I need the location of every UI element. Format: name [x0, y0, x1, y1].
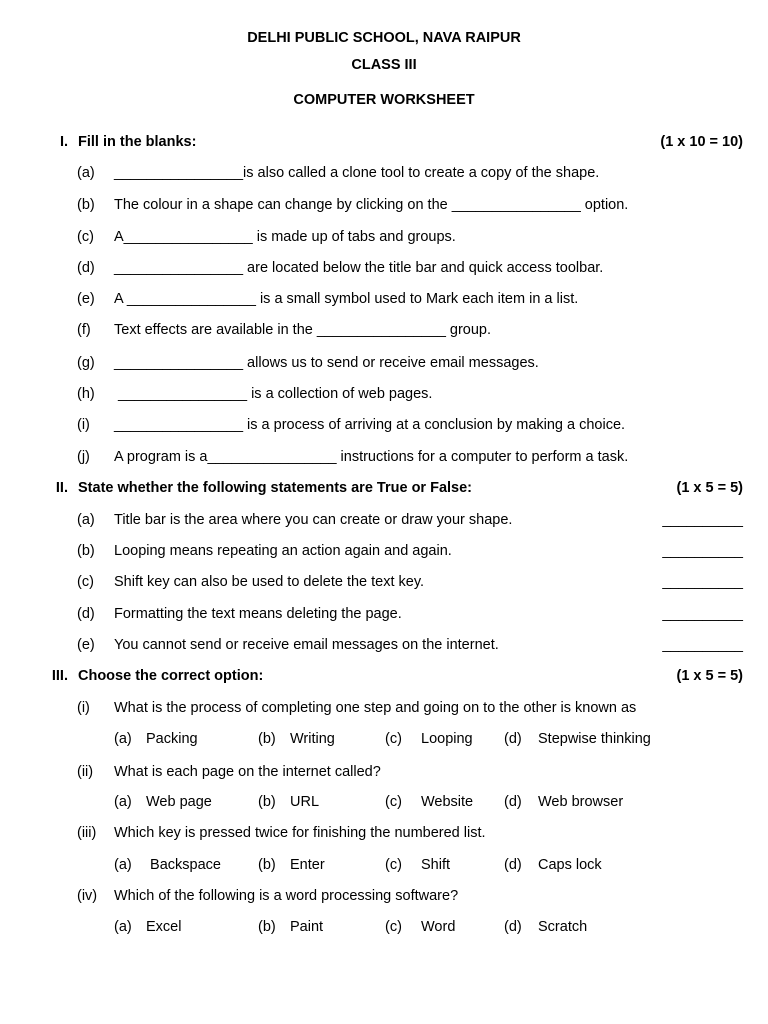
- section-marks: (1 x 5 = 5): [676, 668, 743, 684]
- question-label: (iv): [77, 888, 98, 904]
- question-text: Which key is pressed twice for finishing the numbered list.: [114, 825, 486, 841]
- option-text: Writing: [290, 731, 335, 747]
- mcq-options-row: [0, 731, 768, 751]
- blank-question-row: [0, 355, 768, 375]
- answer-blank: __________: [662, 512, 743, 528]
- section-marks: (1 x 5 = 5): [676, 480, 743, 496]
- true-false-row: [0, 512, 768, 532]
- blank-question-row: [0, 229, 768, 249]
- option-text: URL: [290, 794, 320, 810]
- section-1-header: [0, 134, 768, 154]
- option-text: Paint: [290, 919, 324, 935]
- mcq-options-row: [0, 794, 768, 814]
- question-label: (iii): [77, 825, 97, 841]
- mcq-question-row: [0, 764, 768, 784]
- question-label: (a): [77, 512, 95, 528]
- question-label: (j): [77, 449, 90, 465]
- blank-question-row: [0, 449, 768, 469]
- statement-text: Title bar is the area where you can create or draw your shape.: [114, 512, 513, 528]
- section-number: I.: [59, 134, 68, 150]
- option-letter: (b): [258, 731, 276, 747]
- mcq-question-row: [0, 825, 768, 845]
- option-letter: (c): [385, 919, 402, 935]
- section-marks: (1 x 10 = 10): [660, 134, 743, 150]
- section-title: State whether the following statements are True or False:: [78, 480, 473, 496]
- question-text: ________________ is a process of arriving at a conclusion by making a choice.: [114, 417, 626, 433]
- option-text: Web page: [146, 794, 212, 810]
- true-false-row: [0, 543, 768, 563]
- true-false-row: [0, 606, 768, 626]
- question-label: (c): [77, 574, 94, 590]
- question-label: (g): [77, 355, 95, 371]
- option-text: Backspace: [146, 857, 221, 873]
- question-label: (i): [77, 700, 90, 716]
- option-letter: (d): [504, 794, 522, 810]
- option-letter: (c): [385, 794, 402, 810]
- option-letter: (a): [114, 919, 132, 935]
- question-text: What is each page on the internet called?: [114, 764, 381, 780]
- option-text: Enter: [290, 857, 325, 873]
- section-title: Choose the correct option:: [78, 668, 264, 684]
- statement-text: Shift key can also be used to delete the text key.: [114, 574, 425, 590]
- question-text: A________________ is made up of tabs and groups.: [114, 229, 456, 245]
- school-name: DELHI PUBLIC SCHOOL, NAVA RAIPUR: [247, 30, 521, 46]
- true-false-row: [0, 637, 768, 657]
- option-text: Excel: [146, 919, 182, 935]
- question-label: (ii): [77, 764, 94, 780]
- class-label: CLASS III: [351, 57, 417, 73]
- option-letter: (b): [258, 919, 276, 935]
- mcq-question-row: [0, 888, 768, 908]
- option-text: Stepwise thinking: [538, 731, 651, 747]
- blank-question-row: [0, 197, 768, 217]
- question-text: Text effects are available in the ________________ group.: [114, 322, 492, 338]
- option-text: Scratch: [538, 919, 588, 935]
- option-text: Web browser: [538, 794, 624, 810]
- question-text: A program is a________________ instructions for a computer to perform a task.: [114, 449, 629, 465]
- blank-question-row: [0, 322, 768, 342]
- blank-question-row: [0, 260, 768, 280]
- answer-blank: __________: [662, 606, 743, 622]
- question-text: ________________ allows us to send or receive email messages.: [114, 355, 539, 371]
- question-label: (i): [77, 417, 90, 433]
- true-false-row: [0, 574, 768, 594]
- option-letter: (a): [114, 731, 132, 747]
- blank-question-row: [0, 291, 768, 311]
- option-letter: (c): [385, 731, 402, 747]
- mcq-options-row: [0, 919, 768, 939]
- question-text: ________________ is a collection of web pages.: [114, 386, 433, 402]
- section-2-header: [0, 480, 768, 500]
- question-label: (e): [77, 291, 95, 307]
- option-text: Website: [421, 794, 474, 810]
- question-label: (e): [77, 637, 95, 653]
- statement-text: You cannot send or receive email messages on the internet.: [114, 637, 499, 653]
- question-label: (a): [77, 165, 95, 181]
- statement-text: Formatting the text means deleting the page.: [114, 606, 402, 622]
- option-letter: (a): [114, 857, 132, 873]
- question-label: (h): [77, 386, 95, 402]
- section-number: II.: [55, 480, 68, 496]
- option-letter: (d): [504, 731, 522, 747]
- mcq-question-row: [0, 700, 768, 720]
- question-label: (f): [77, 322, 91, 338]
- question-label: (b): [77, 543, 95, 559]
- option-letter: (c): [385, 857, 402, 873]
- question-text: Which of the following is a word processing software?: [114, 888, 459, 904]
- question-label: (d): [77, 606, 95, 622]
- question-text: A ________________ is a small symbol used to Mark each item in a list.: [114, 291, 579, 307]
- question-label: (c): [77, 229, 94, 245]
- answer-blank: __________: [662, 574, 743, 590]
- question-text: What is the process of completing one step and going on to the other is known as: [114, 700, 637, 716]
- option-text: Shift: [421, 857, 451, 873]
- answer-blank: __________: [662, 637, 743, 653]
- option-text: Word: [421, 919, 456, 935]
- option-text: Packing: [146, 731, 198, 747]
- option-letter: (b): [258, 857, 276, 873]
- statement-text: Looping means repeating an action again and again.: [114, 543, 452, 559]
- question-text: ________________ are located below the title bar and quick access toolbar.: [114, 260, 604, 276]
- option-text: Caps lock: [538, 857, 602, 873]
- question-text: The colour in a shape can change by clicking on the ________________ option.: [114, 197, 629, 213]
- blank-question-row: [0, 165, 768, 185]
- option-letter: (d): [504, 919, 522, 935]
- mcq-options-row: [0, 857, 768, 877]
- worksheet-title: COMPUTER WORKSHEET: [293, 92, 475, 108]
- option-letter: (a): [114, 794, 132, 810]
- question-text: ________________is also called a clone tool to create a copy of the shape.: [114, 165, 600, 181]
- answer-blank: __________: [662, 543, 743, 559]
- option-text: Looping: [421, 731, 473, 747]
- question-label: (b): [77, 197, 95, 213]
- blank-question-row: [0, 417, 768, 437]
- section-title: Fill in the blanks:: [78, 134, 197, 150]
- option-letter: (b): [258, 794, 276, 810]
- blank-question-row: [0, 386, 768, 406]
- section-3-header: [0, 668, 768, 688]
- section-number: III.: [51, 668, 68, 684]
- question-label: (d): [77, 260, 95, 276]
- option-letter: (d): [504, 857, 522, 873]
